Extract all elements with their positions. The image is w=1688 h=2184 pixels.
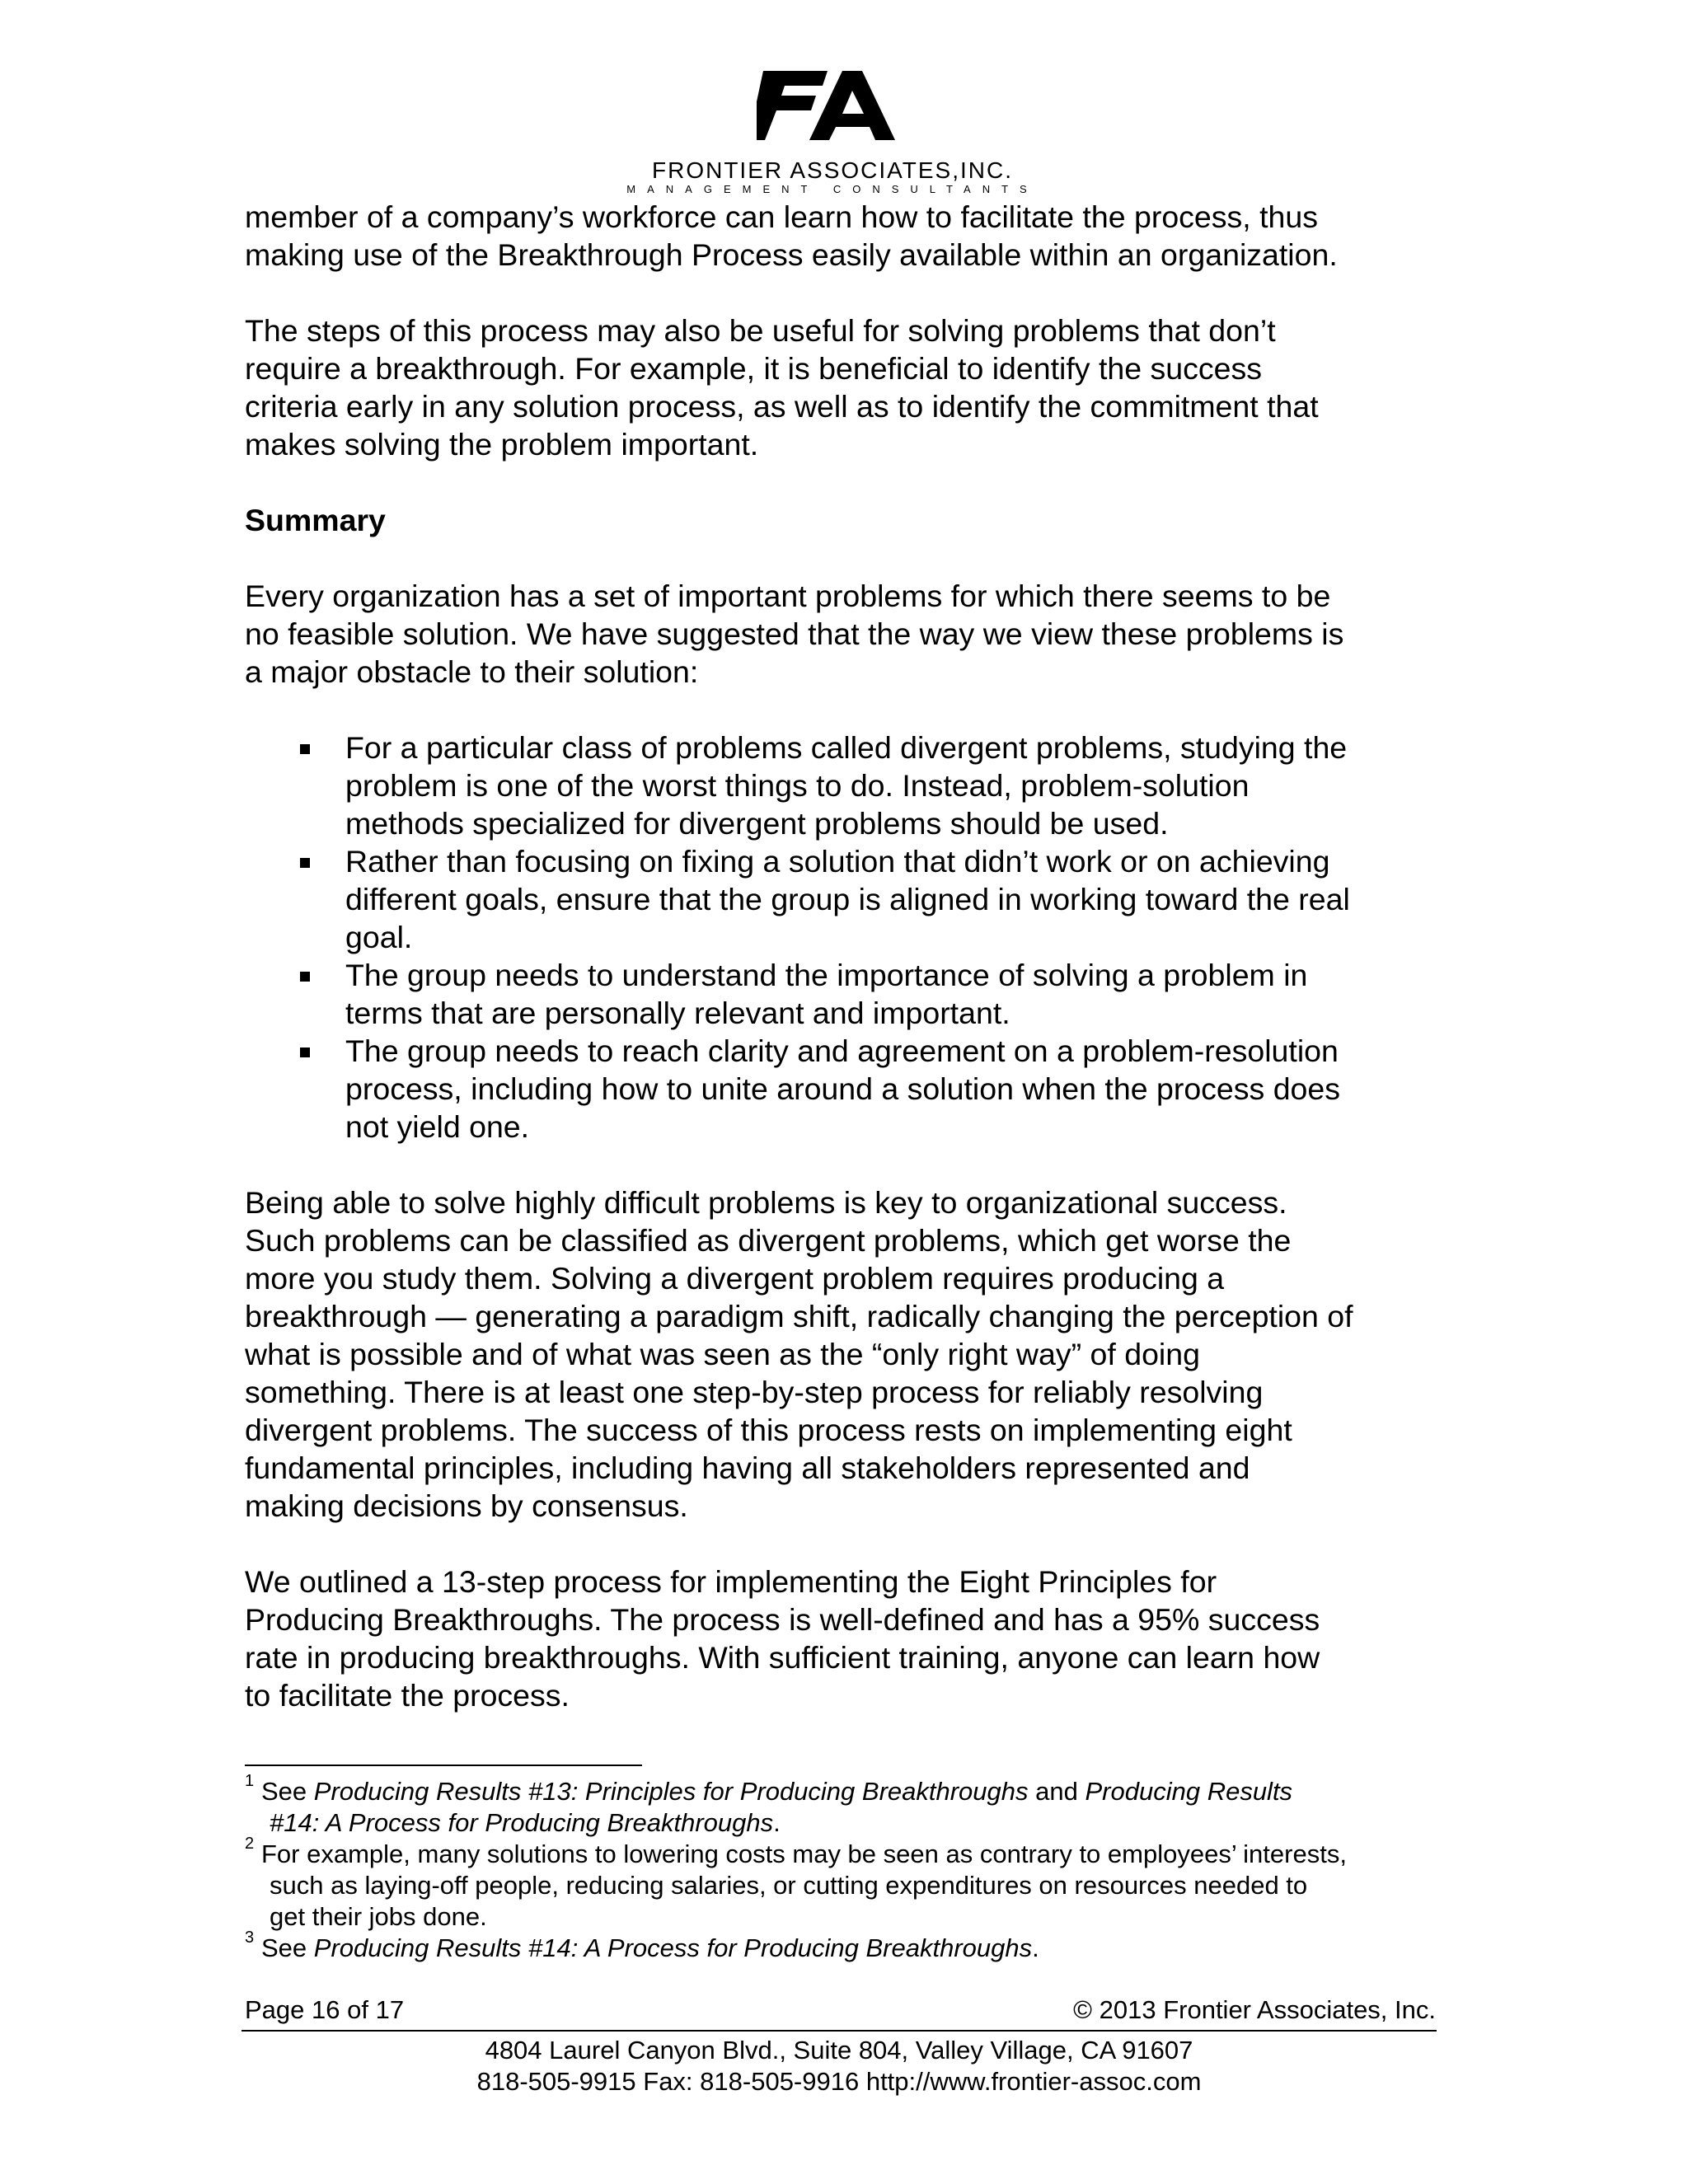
text-line: methods specialized for divergent problems should be used. bbox=[345, 806, 1169, 841]
footnote-title: #14: A Process for Producing Breakthroughs bbox=[270, 1808, 774, 1837]
footnote-text: . bbox=[773, 1808, 781, 1837]
text-line: terms that are personally relevant and important. bbox=[345, 996, 1010, 1030]
footnote-line: get their jobs done. bbox=[270, 1902, 487, 1931]
text-line: Being able to solve highly difficult problems is key to organizational success. bbox=[245, 1185, 1287, 1220]
footnote-line bbox=[245, 1776, 1448, 1807]
footnotes bbox=[245, 1772, 1448, 1964]
text-line: a major obstacle to their solution: bbox=[245, 654, 699, 689]
text-line: different goals, ensure that the group is aligned in working toward the real bbox=[345, 882, 1350, 916]
text-line: The group needs to understand the importance of solving a problem in bbox=[345, 958, 1308, 992]
square-bullet-icon bbox=[300, 1047, 310, 1057]
footnote-line: For example, many solutions to lowering costs may be seen as contrary to employees’ interests, bbox=[261, 1840, 1347, 1868]
summary-bullet-list bbox=[245, 729, 1448, 1146]
section-heading-summary: Summary bbox=[245, 503, 386, 537]
text-line: making decisions by consensus. bbox=[245, 1488, 688, 1523]
fa-logo-mark bbox=[757, 68, 905, 143]
square-bullet-icon bbox=[300, 744, 310, 754]
text-line: no feasible solution. We have suggested that the way we view these problems is bbox=[245, 616, 1344, 651]
text-line: Producing Breakthroughs. The process is well-defined and has a 95% success bbox=[245, 1602, 1320, 1637]
text-line: process, including how to unite around a solution when the process does bbox=[345, 1071, 1341, 1106]
footnote-line: such as laying-off people, reducing salaries, or cutting expenditures on resources needed to bbox=[270, 1871, 1308, 1900]
footnote-1 bbox=[245, 1772, 1448, 1839]
text-line: Rather than focusing on fixing a solution that didn’t work or on achieving bbox=[345, 844, 1330, 879]
footnote-separator bbox=[245, 1765, 642, 1766]
text-line: to facilitate the process. bbox=[245, 1678, 570, 1713]
footnote-title: Producing Results #14: A Process for Producing Breakthroughs bbox=[313, 1933, 1033, 1962]
paragraph-divergent bbox=[245, 1183, 1448, 1525]
footnote-text: . bbox=[1032, 1933, 1039, 1962]
footer-separator bbox=[241, 2030, 1437, 2032]
text-line: criteria early in any solution process, as well as to identify the commitment that bbox=[245, 389, 1319, 424]
footnote-number: 1 bbox=[245, 1772, 255, 1790]
footnote-text: and bbox=[1028, 1777, 1085, 1806]
list-item bbox=[245, 729, 1448, 842]
company-tagline: MANAGEMENT CONSULTANTS bbox=[626, 183, 1039, 195]
text-line: what is possible and of what was seen as the “only right way” of doing bbox=[245, 1337, 1200, 1371]
text-line: Every organization has a set of important problems for which there seems to be bbox=[245, 579, 1331, 613]
footnote-number: 2 bbox=[245, 1835, 255, 1853]
company-contact: 818-505-9915 Fax: 818-505-9916 http://www.frontier-assoc.com bbox=[476, 2067, 1202, 2096]
text-line: makes solving the problem important. bbox=[245, 427, 759, 462]
text-line: require a breakthrough. For example, it is beneficial to identify the success bbox=[245, 351, 1262, 386]
page-number: Page 16 of 17 bbox=[245, 1995, 405, 2024]
paragraph-process bbox=[245, 1563, 1448, 1714]
text-line: The group needs to reach clarity and agreement on a problem-resolution bbox=[345, 1033, 1339, 1068]
text-line: making use of the Breakthrough Process easily available within an organization. bbox=[245, 237, 1338, 272]
footnote-text: See bbox=[261, 1933, 314, 1962]
footnote-line bbox=[245, 1807, 1448, 1839]
copyright-notice: © 2013 Frontier Associates, Inc. bbox=[1073, 1995, 1436, 2024]
text-line: Such problems can be classified as divergent problems, which get worse the bbox=[245, 1223, 1292, 1258]
text-line: goal. bbox=[345, 920, 413, 954]
paragraph-continuation bbox=[245, 198, 1448, 274]
text-line: fundamental principles, including having all stakeholders represented and bbox=[245, 1451, 1250, 1485]
text-line: not yield one. bbox=[345, 1109, 530, 1144]
page-footer bbox=[245, 1994, 1436, 2028]
square-bullet-icon bbox=[300, 858, 310, 868]
footnote-2 bbox=[245, 1835, 1448, 1933]
text-line: rate in producing breakthroughs. With sufficient training, anyone can learn how bbox=[245, 1640, 1320, 1675]
square-bullet-icon bbox=[300, 972, 310, 982]
text-line: We outlined a 13-step process for implementing the Eight Principles for bbox=[245, 1564, 1217, 1599]
footnote-text: See bbox=[261, 1777, 314, 1806]
paragraph-steps bbox=[245, 312, 1448, 463]
text-line: member of a company’s workforce can learn how to facilitate the process, thus bbox=[245, 199, 1319, 234]
document-body bbox=[245, 198, 1448, 1752]
company-logo bbox=[618, 68, 1047, 193]
list-item bbox=[245, 956, 1448, 1032]
list-item bbox=[245, 1032, 1448, 1146]
paragraph-summary-intro bbox=[245, 577, 1448, 691]
text-line: problem is one of the worst things to do. Instead, problem-solution bbox=[345, 768, 1250, 803]
footnote-title: Producing Results bbox=[1085, 1777, 1293, 1806]
footnote-title: Producing Results #13: Principles for Producing Breakthroughs bbox=[313, 1777, 1029, 1806]
footnote-line bbox=[245, 1933, 1448, 1964]
footnote-3 bbox=[245, 1929, 1448, 1964]
text-line: divergent problems. The success of this process rests on implementing eight bbox=[245, 1413, 1292, 1447]
company-address: 4804 Laurel Canyon Blvd., Suite 804, Valley Village, CA 91607 bbox=[485, 2036, 1193, 2064]
text-line: breakthrough — generating a paradigm shift, radically changing the perception of bbox=[245, 1299, 1353, 1333]
footnote-number: 3 bbox=[245, 1929, 255, 1947]
company-name: FRONTIER ASSOCIATES,INC. bbox=[652, 157, 1013, 183]
text-line: more you study them. Solving a divergent problem requires producing a bbox=[245, 1261, 1225, 1296]
text-line: For a particular class of problems called divergent problems, studying the bbox=[345, 730, 1348, 765]
text-line: The steps of this process may also be useful for solving problems that don’t bbox=[245, 313, 1276, 348]
text-line: something. There is at least one step-by-step process for reliably resolving bbox=[245, 1375, 1264, 1409]
list-item bbox=[245, 842, 1448, 956]
